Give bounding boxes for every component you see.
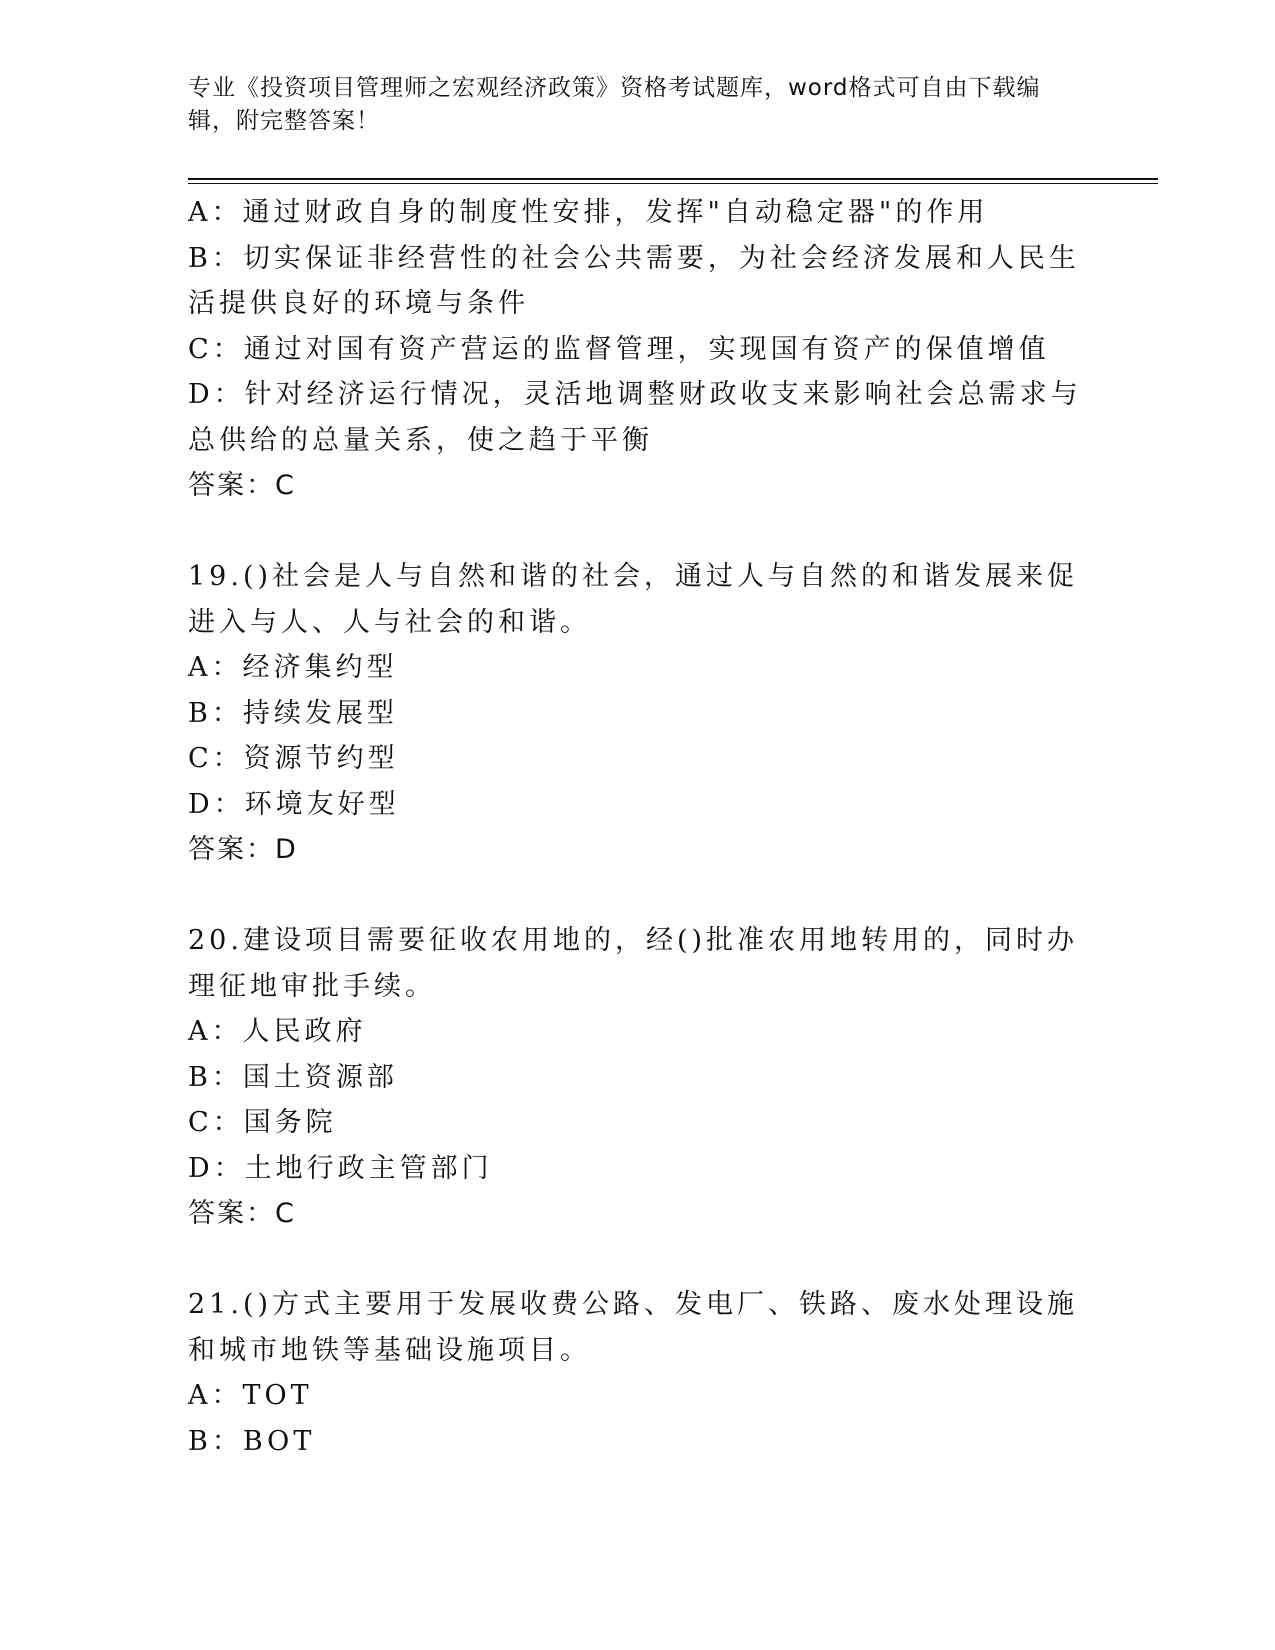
question-stem: 21.()方式主要用于发展收费公路、发电厂、铁路、废水处理设施和城市地铁等基础设施项目。 [188, 1289, 1079, 1366]
question-18-block [188, 190, 1088, 509]
option-c: C：资源节约型 [188, 743, 399, 774]
question-stem: 19.()社会是人与自然和谐的社会，通过人与自然的和谐发展来促进入与人、人与社会的和谐。 [188, 561, 1079, 638]
option-d: D：环境友好型 [188, 788, 400, 820]
question-19-block [188, 554, 1088, 873]
question-20-block [188, 918, 1088, 1237]
header-rule-thick [188, 178, 1158, 180]
option-b: B：国土资源部 [188, 1061, 398, 1093]
option-d: D：针对经济运行情况，灵活地调整财政收支来影响社会总需求与总供给的总量关系，使之趋于平衡 [188, 379, 1082, 456]
answer: 答案：C [188, 1198, 296, 1229]
option-a: A：经济集约型 [188, 652, 398, 683]
option-b: B：切实保证非经营性的社会公共需要，为社会经济发展和人民生活提供良好的环境与条件 [188, 242, 1080, 319]
option-a: A：人民政府 [188, 1016, 367, 1047]
spacer [188, 873, 1088, 919]
option-d: D：土地行政主管部门 [188, 1152, 493, 1184]
spacer [188, 1237, 1088, 1283]
option-a: A：通过财政自身的制度性安排，发挥"自动稳定器"的作用 [188, 197, 989, 228]
header-rule-thin [188, 183, 1158, 184]
option-c: C：通过对国有资产营运的监督管理，实现国有资产的保值增值 [188, 333, 1050, 365]
spacer [188, 509, 1088, 555]
document-header: 专业《投资项目管理师之宏观经济政策》资格考试题库，word格式可自由下载编辑，附完整答案！ [188, 75, 1041, 134]
answer: 答案：D [188, 834, 298, 865]
option-a: A：TOT [188, 1380, 313, 1411]
option-b: B：BOT [188, 1425, 316, 1457]
question-stem: 20.建设项目需要征收农用地的，经()批准农用地转用的，同时办理征地审批手续。 [188, 925, 1079, 1002]
option-c: C：国务院 [188, 1107, 337, 1138]
answer: 答案：C [188, 470, 296, 501]
option-b: B：持续发展型 [188, 697, 398, 729]
question-content [188, 190, 1088, 1464]
question-21-block [188, 1282, 1088, 1464]
